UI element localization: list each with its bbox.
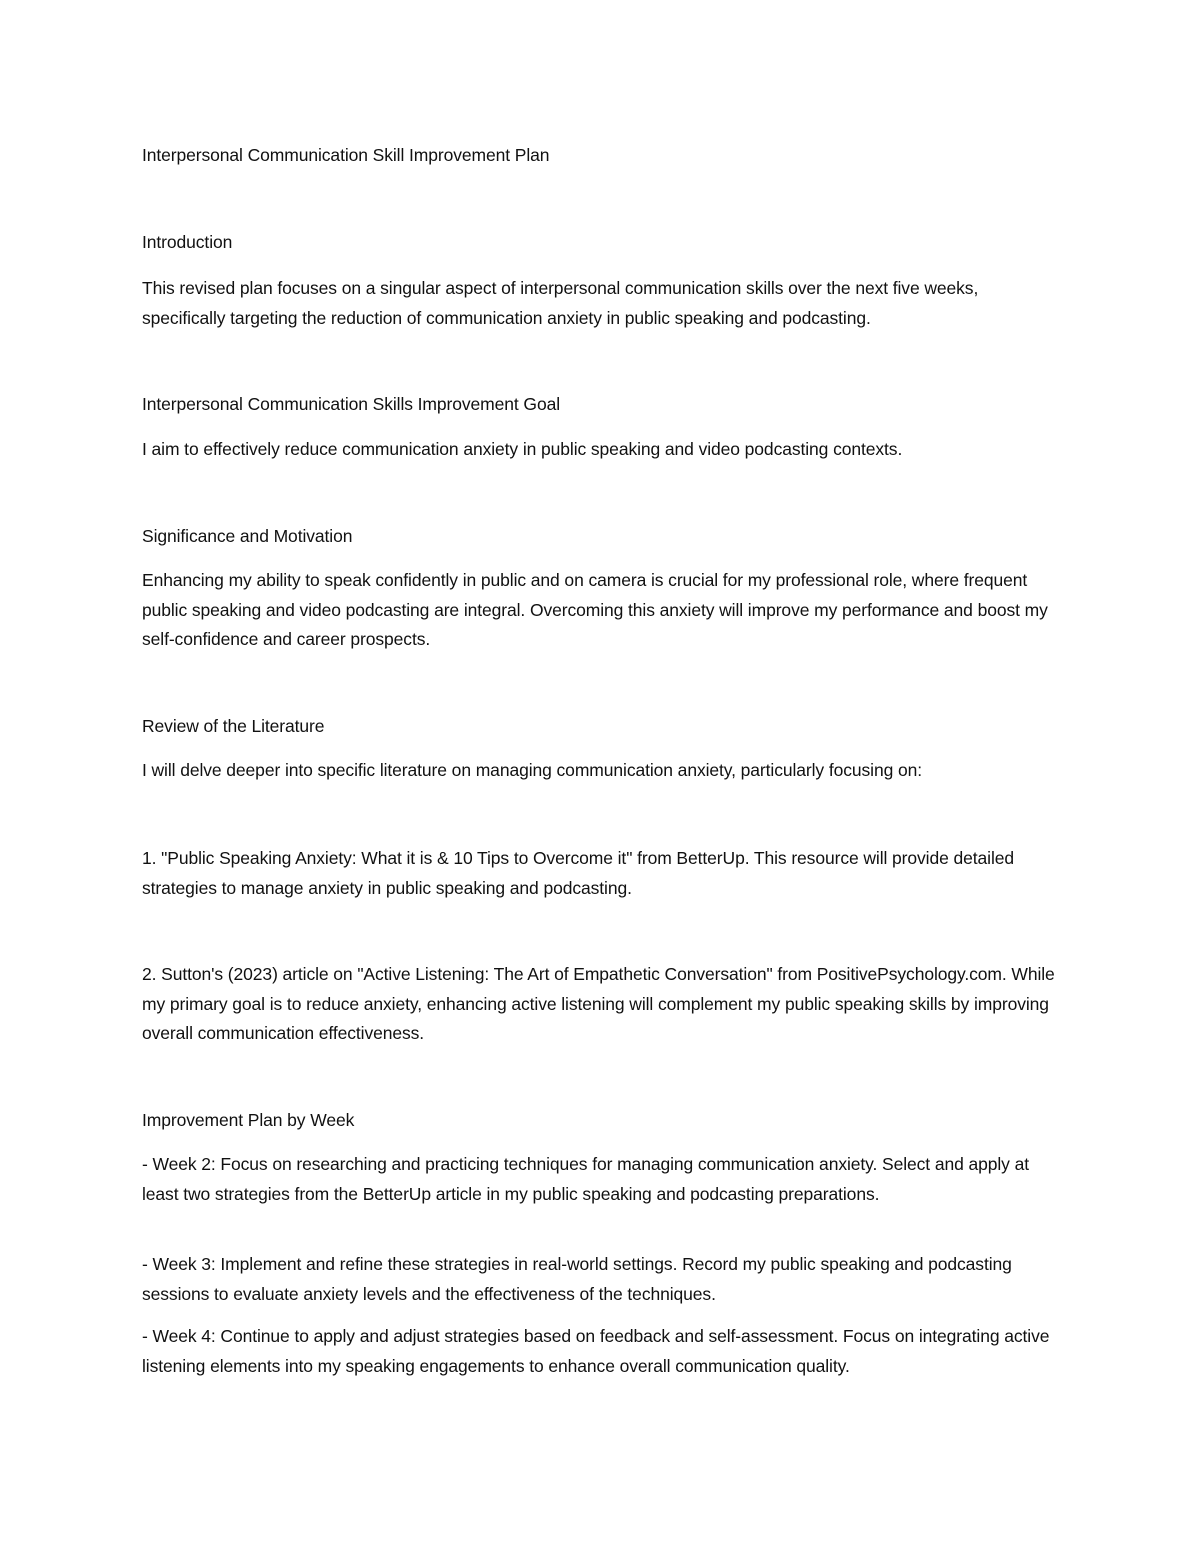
plan-heading: Improvement Plan by Week xyxy=(142,1110,355,1130)
literature-item: 1. "Public Speaking Anxiety: What it is & 10 Tips to Overcome it" from BetterUp. This resource will provide detailed strategies to manage anxiety in public speaking and podcasting. xyxy=(142,848,1014,898)
literature-heading: Review of the Literature xyxy=(142,716,325,736)
goal-heading: Interpersonal Communication Skills Improvement Goal xyxy=(142,394,560,414)
literature-intro: I will delve deeper into specific literature on managing communication anxiety, particularly focusing on: xyxy=(142,760,923,780)
document-title: Interpersonal Communication Skill Improvement Plan xyxy=(142,145,550,165)
significance-heading: Significance and Motivation xyxy=(142,526,353,546)
literature-item: 2. Sutton's (2023) article on "Active Listening: The Art of Empathetic Conversation" from PositivePsychology.com. While my primary goal is to reduce anxiety, enhancing active listening will complement my public speaking skills by improving overall communication effectiveness. xyxy=(142,964,1055,1043)
introduction-heading: Introduction xyxy=(142,232,233,252)
plan-week-item: - Week 2: Focus on researching and practicing techniques for managing communication anxiety. Select and apply at least two strategies from the BetterUp article in my public speaking and podcasting preparations. xyxy=(142,1154,1029,1204)
plan-week-item: - Week 4: Continue to apply and adjust strategies based on feedback and self-assessment. Focus on integrating active listening elements into my speaking engagements to enhance overall communication quality. xyxy=(142,1326,1050,1376)
plan-week-item: - Week 3: Implement and refine these strategies in real-world settings. Record my public speaking and podcasting sessions to evaluate anxiety levels and the effectiveness of the techniques. xyxy=(142,1254,1012,1304)
introduction-body: This revised plan focuses on a singular aspect of interpersonal communication skills over the next five weeks, specifically targeting the reduction of communication anxiety in public speaking and podcasting. xyxy=(142,278,979,328)
significance-body: Enhancing my ability to speak confidently in public and on camera is crucial for my professional role, where frequent public speaking and video podcasting are integral. Overcoming this anxiety will improve my performance and boost my self-confidence and career prospects. xyxy=(142,570,1048,649)
goal-body: I aim to effectively reduce communication anxiety in public speaking and video podcasting contexts. xyxy=(142,439,903,459)
